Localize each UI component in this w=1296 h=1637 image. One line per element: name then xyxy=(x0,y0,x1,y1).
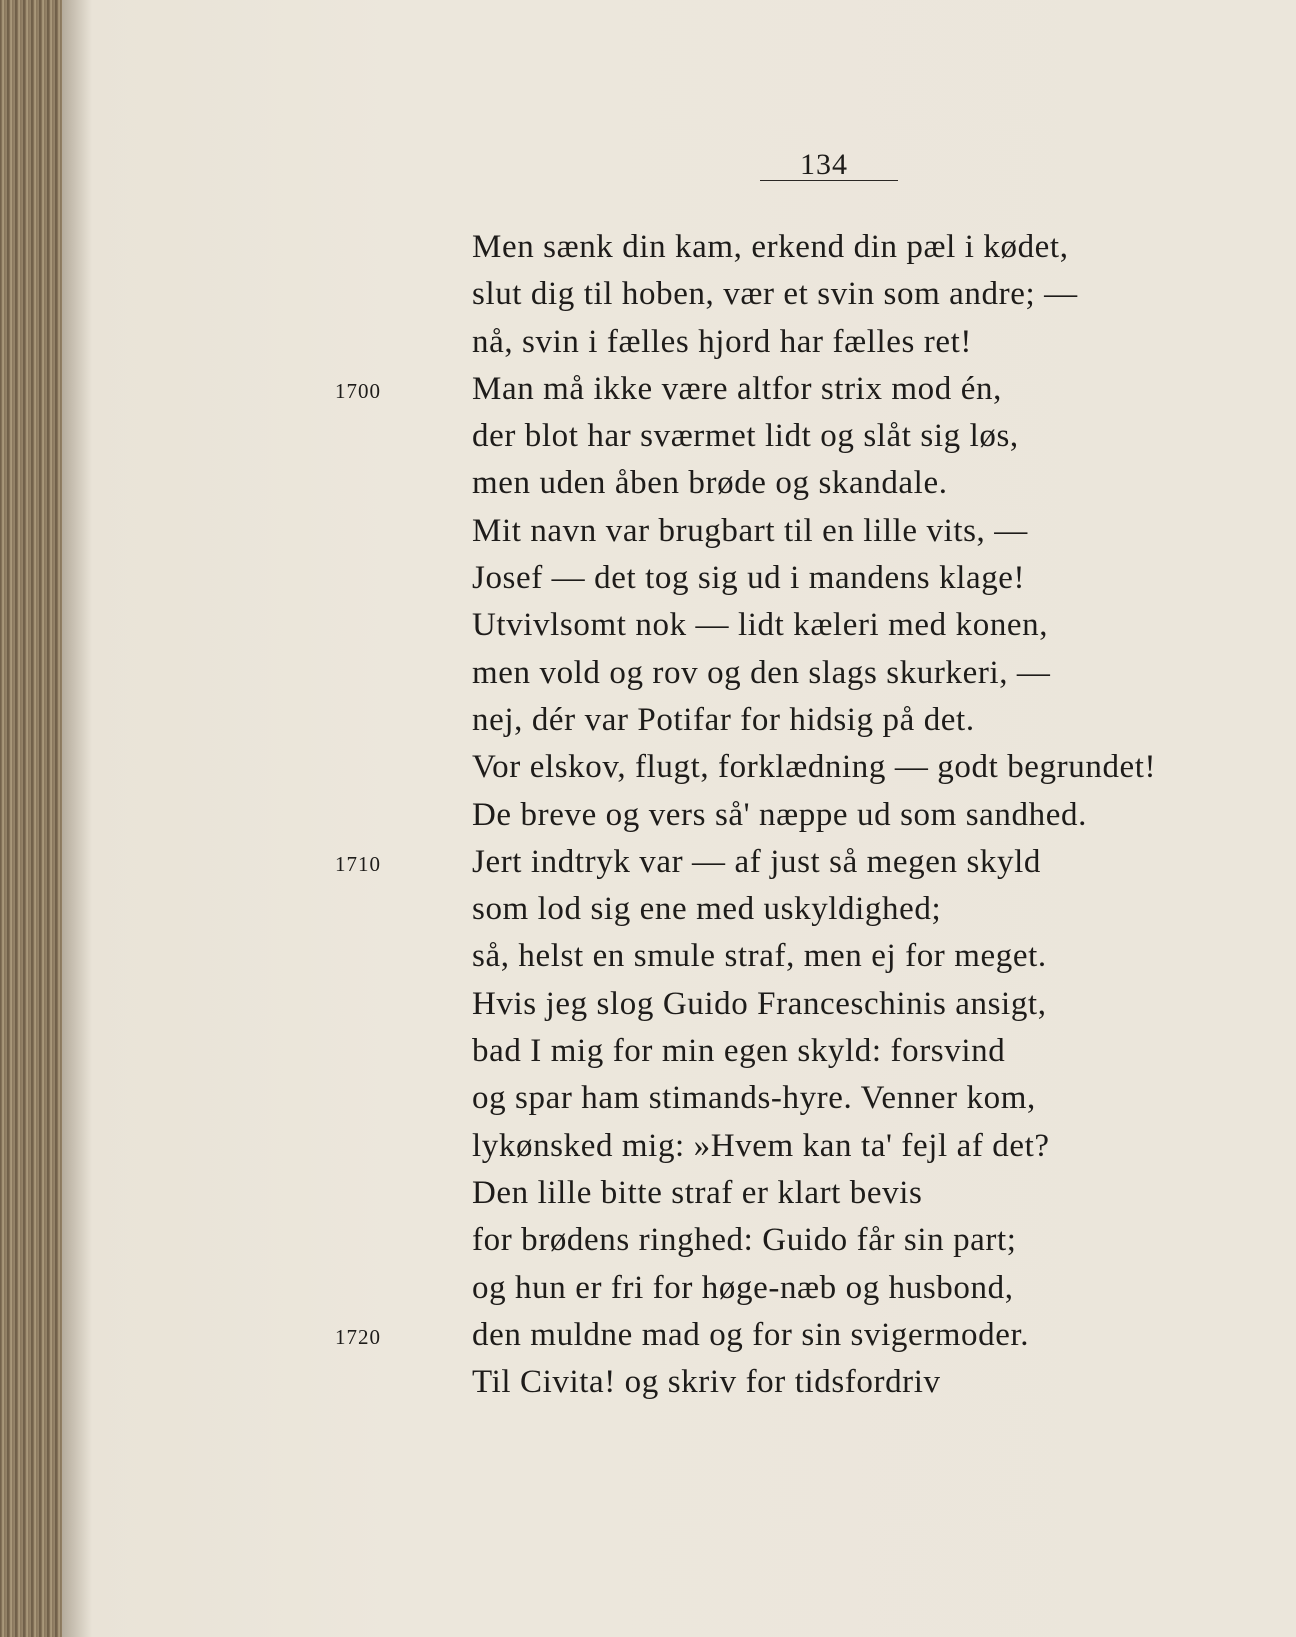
poem-line: Jert indtryk var — af just så megen skyld 1710 xyxy=(472,839,1262,886)
poem-line: nej, dér var Potifar for hidsig på det. xyxy=(472,701,975,738)
poem-text xyxy=(335,224,1262,1406)
poem-line: Men sænk din kam, erkend din pæl i kødet, xyxy=(472,229,1069,265)
poem-line: Man må ikke være altfor strix mod én, 1700 xyxy=(472,366,1262,413)
poem-line: og hun er fri for høge-næb og husbond, xyxy=(472,1269,1014,1306)
book-page-edges xyxy=(0,0,62,1637)
poem-line: Hvis jeg slog Guido Franceschinis ansigt, xyxy=(472,985,1047,1022)
poem-line: bad I mig for min egen skyld: forsvind xyxy=(472,1033,1006,1070)
page-number: 134 xyxy=(800,148,848,181)
poem-line: og spar ham stimands-hyre. Venner kom, xyxy=(472,1080,1036,1117)
gutter-shadow xyxy=(62,0,92,1637)
poem-line: som lod sig ene med uskyldighed; xyxy=(472,891,942,928)
poem-line: Den lille bitte straf er klart bevis xyxy=(472,1174,923,1211)
poem-line: Til Civita! og skriv for tidsfordriv xyxy=(472,1364,941,1401)
page-number-rule xyxy=(760,180,898,181)
poem-line: Utvivlsomt nok — lidt kæleri med konen, xyxy=(472,607,1049,644)
poem-line: Josef — det tog sig ud i mandens klage! xyxy=(472,560,1026,597)
poem-line: nå, svin i fælles hjord har fælles ret! xyxy=(472,323,972,360)
line-number: 1700 xyxy=(335,378,381,403)
poem-line: for brødens ringhed: Guido får sin part; xyxy=(472,1222,1017,1259)
poem-line: men vold og rov og den slags skurkeri, — xyxy=(472,654,1051,691)
poem-line: så, helst en smule straf, men ej for meget. xyxy=(472,938,1047,975)
line-number: 1720 xyxy=(335,1324,381,1349)
poem-line: Vor elskov, flugt, forklædning — godt begrundet! xyxy=(472,749,1157,786)
poem-line: slut dig til hoben, vær et svin som andre; — xyxy=(472,276,1078,313)
poem-line: men uden åben brøde og skandale. xyxy=(472,465,948,502)
line-number: 1710 xyxy=(335,851,381,876)
poem-line: der blot har sværmet lidt og slåt sig løs, xyxy=(472,418,1019,455)
poem-line: Mit navn var brugbart til en lille vits, — xyxy=(472,512,1028,549)
page-header xyxy=(760,148,900,182)
poem-line: lykønsked mig: »Hvem kan ta' fejl af det? xyxy=(472,1127,1050,1164)
poem-line: De breve og vers så' næppe ud som sandhed. xyxy=(472,796,1087,833)
poem-line: den muldne mad og for sin svigermoder. 1720 xyxy=(472,1312,1262,1359)
